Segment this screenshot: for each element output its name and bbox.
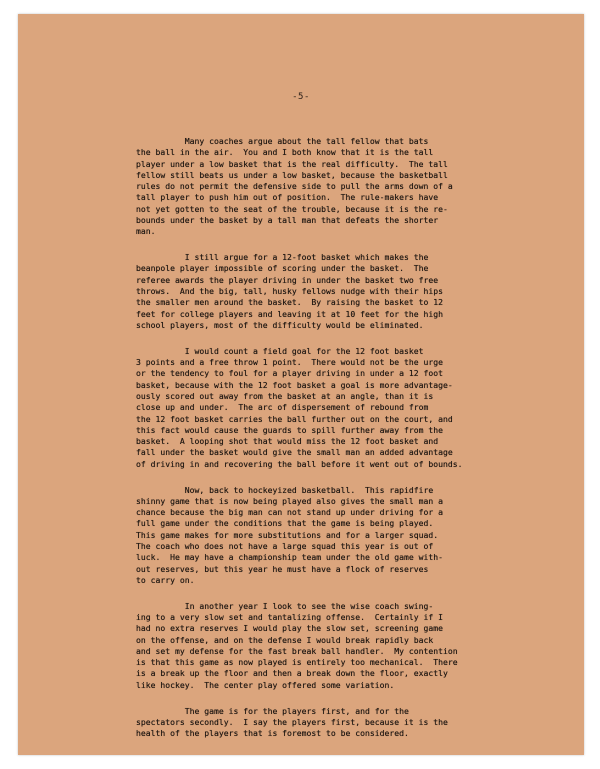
text-line: bounds under the basket by a tall man that defeats the shorter <box>136 215 439 226</box>
text-line: like hockey. The center play offered some variation. <box>136 679 395 690</box>
text-line: full game under the conditions that the game is being played. <box>136 518 434 529</box>
paragraph <box>136 136 512 238</box>
page-number: -5- <box>292 92 310 102</box>
text-line: of driving in and recovering the ball before it went out of bounds. <box>136 458 463 469</box>
text-line: spectators secondly. I say the players first, because it is the <box>136 716 448 727</box>
text-line: the 12 foot basket carries the ball further out on the court, and <box>136 413 453 424</box>
text-line: not yet gotten to the seat of the trouble, because it is the re- <box>136 203 448 214</box>
text-line: player under a low basket that is the real difficulty. The tall <box>136 158 448 169</box>
text-line: throws. And the big, tall, husky fellows nudge with their hips <box>136 286 443 297</box>
text-line: out reserves, but this year he must have a flock of reserves <box>136 563 429 574</box>
text-line: health of the players that is foremost to be considered. <box>136 728 409 739</box>
text-line: Now, back to hockeyized basketball. This rapidfire <box>136 484 434 495</box>
text-line: beanpole player impossible of scoring under the basket. The <box>136 263 429 274</box>
text-line: is that this game as now played is entirely too mechanical. There <box>136 657 458 668</box>
text-line: 3 points and a free throw 1 point. There would not be the urge <box>136 357 443 368</box>
paragraph <box>136 706 512 740</box>
text-line: shinny game that is now being played also gives the small man a <box>136 495 443 506</box>
text-line: the ball in the air. You and I both know that it is the tall <box>136 147 434 158</box>
text-line: close up and under. The arc of dispersement of rebound from <box>136 402 429 413</box>
text-line: ing to a very slow set and tantalizing offense. Certainly if I <box>136 611 443 622</box>
paragraph <box>136 252 512 331</box>
text-line: I still argue for a 12-foot basket which makes the <box>136 252 429 263</box>
text-line: man. <box>136 226 156 237</box>
document-page <box>18 14 584 755</box>
text-line: is a break up the floor and then a break down the floor, exactly <box>136 668 448 679</box>
text-line: or the tendency to foul for a player driving in under a 12 foot <box>136 368 443 379</box>
text-line: luck. He may have a championship team under the old game with- <box>136 552 443 563</box>
text-line: This game makes for more substitutions and for a larger squad. <box>136 529 439 540</box>
text-line: rules do not permit the defensive side to pull the arms down of a <box>136 181 453 192</box>
text-line: basket, because with the 12 foot basket a goal is more advantage- <box>136 379 453 390</box>
text-line: on the offense, and on the defense I would break rapidly back <box>136 634 434 645</box>
text-line: In another year I look to see the wise coach swing- <box>136 600 434 611</box>
text-line: feet for college players and leaving it at 10 feet for the high <box>136 308 443 319</box>
text-line: had no extra reserves I would play the slow set, screening game <box>136 623 443 634</box>
text-line: I would count a field goal for the 12 foot basket <box>136 345 424 356</box>
text-line: ously scored out away from the basket at an angle, than it is <box>136 390 434 401</box>
text-line: school players, most of the difficulty would be eliminated. <box>136 319 424 330</box>
document-body <box>136 136 512 754</box>
paragraph <box>136 485 512 587</box>
text-line: Many coaches argue about the tall fellow that bats <box>136 136 429 146</box>
paragraph <box>136 346 512 470</box>
text-line: tall player to push him out of position. The rule-makers have <box>136 192 439 203</box>
text-line: to carry on. <box>136 574 195 585</box>
text-line: The coach who does not have a large squad this year is out of <box>136 541 434 551</box>
text-line: basket. A looping shot that would miss the 12 foot basket and <box>136 436 439 447</box>
text-line: fellow still beats us under a low basket, because the basketball <box>136 169 448 180</box>
paragraph <box>136 601 512 691</box>
text-line: the smaller men around the basket. By raising the basket to 12 <box>136 297 443 308</box>
text-line: chance because the big man can not stand up under driving for a <box>136 507 443 518</box>
text-line: The game is for the players first, and for the <box>136 705 409 716</box>
text-line: referee awards the player driving in under the basket two free <box>136 274 439 285</box>
text-line: and set my defense for the fast break ball handler. My contention <box>136 645 458 656</box>
text-line: fall under the basket would give the small man an added advantage <box>136 447 453 458</box>
text-line: this fact would cause the guards to spill further away from the <box>136 424 443 435</box>
